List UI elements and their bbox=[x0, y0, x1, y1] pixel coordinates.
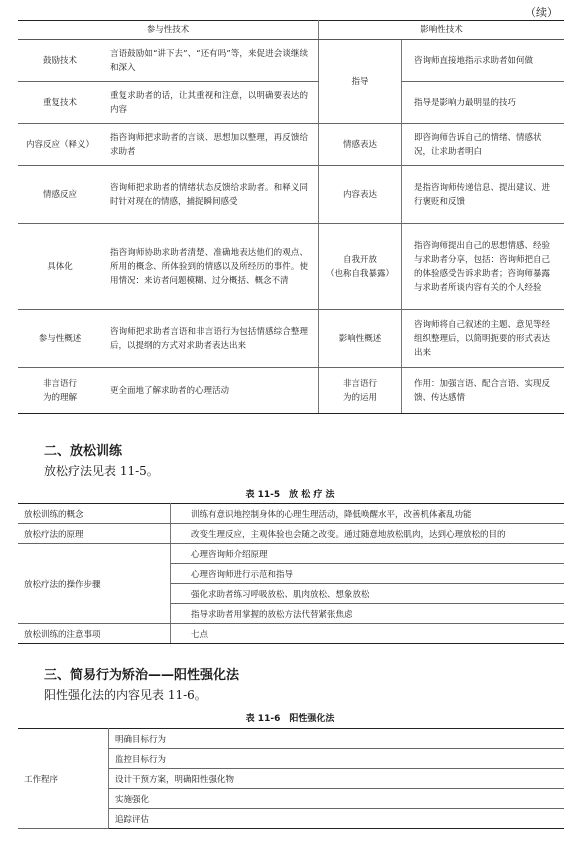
relax-concept-value: 训练有意识地控制身体的心理生理活动，降低唤醒水平，改善机体紊乱功能 bbox=[171, 504, 565, 524]
counseling-techniques-table bbox=[18, 20, 564, 414]
relax-step-3: 强化求助者练习呼吸放松、肌肉放松、想象放松 bbox=[171, 584, 565, 604]
row-participative-summary-name: 参与性概述 bbox=[18, 310, 102, 368]
row-self-disclosure-name bbox=[319, 224, 402, 310]
row-content-expression-desc: 是指咨询师传递信息、提出建议、进行褒贬和反馈 bbox=[402, 166, 565, 224]
procedure-key: 工作程序 bbox=[18, 729, 109, 829]
procedure-step-5: 追踪评估 bbox=[109, 809, 565, 829]
row-reflection-name: 情感反应 bbox=[18, 166, 102, 224]
row-nonverbal-understand-name bbox=[18, 368, 102, 414]
procedure-step-2: 监控目标行为 bbox=[109, 749, 565, 769]
procedure-step-1: 明确目标行为 bbox=[109, 729, 565, 749]
row-feeling-expression-name: 情感表达 bbox=[319, 124, 402, 166]
row-reflection-desc: 咨询师把求助者的情绪状态反馈给求助者。和释义同时针对现在的情感，捕捉瞬间感受 bbox=[102, 166, 319, 224]
continued-label: （续） bbox=[525, 6, 558, 19]
row-influential-summary-name: 影响性概述 bbox=[319, 310, 402, 368]
relax-principle-value: 改变生理反应，主观体验也会随之改变。通过随意地放松肌肉，达到心理放松的目的 bbox=[171, 524, 565, 544]
relax-principle-key: 放松疗法的原理 bbox=[18, 524, 171, 544]
relaxation-table bbox=[18, 503, 564, 644]
row-guidance-desc-2: 指导是影响力最明显的技巧 bbox=[402, 82, 565, 124]
relax-notes-value: 七点 bbox=[171, 624, 565, 644]
section-2-heading: 二、放松训练 bbox=[44, 444, 123, 459]
section-3-heading: 三、简易行为矫治——阳性强化法 bbox=[44, 668, 240, 683]
table-11-6-caption: 表 11-6 阳性强化法 bbox=[245, 714, 335, 724]
self-disclosure-line-2: （也称自我暴露） bbox=[325, 268, 394, 279]
row-paraphrase-desc: 指咨询师把求助者的言谈、思想加以整理，再反馈给求助者 bbox=[102, 124, 319, 166]
relax-step-4: 指导求助者用掌握的放松方法代替紧张焦虑 bbox=[171, 604, 565, 624]
row-concretize-desc: 指咨询师协助求助者清楚、准确地表达他们的观点、所用的概念、所体验到的情感以及所经历的事件。使用情况：来访者问题模糊、过分概括、概念不清 bbox=[102, 224, 319, 310]
row-paraphrase-name: 内容反应（释义） bbox=[18, 124, 102, 166]
row-concretize-name: 具体化 bbox=[18, 224, 102, 310]
section-2-intro: 放松疗法见表 11-5。 bbox=[44, 464, 159, 478]
table-11-5-caption: 表 11-5 放 松 疗 法 bbox=[245, 490, 335, 500]
row-feeling-expression-desc: 即咨询师告诉自己的情绪、情感状况，让求助者明白 bbox=[402, 124, 565, 166]
row-nonverbal-understand-desc: 更全面地了解求助者的心理活动 bbox=[102, 368, 319, 414]
procedure-step-4: 实施强化 bbox=[109, 789, 565, 809]
relax-step-1: 心理咨询师介绍原理 bbox=[171, 544, 565, 564]
row-encourage-name: 鼓励技术 bbox=[18, 40, 102, 82]
nonverbal-use-line-2: 为的运用 bbox=[342, 392, 377, 403]
nonverbal-understand-line-2: 为的理解 bbox=[42, 392, 77, 403]
procedure-step-3: 设计干预方案，明确阳性强化物 bbox=[109, 769, 565, 789]
positive-reinforcement-table bbox=[18, 728, 564, 829]
self-disclosure-line-1: 自我开放 bbox=[342, 254, 377, 265]
header-participative: 参与性技术 bbox=[18, 21, 319, 40]
header-influential: 影响性技术 bbox=[319, 21, 565, 40]
row-repeat-name: 重复技术 bbox=[18, 82, 102, 124]
nonverbal-understand-line-1: 非言语行 bbox=[42, 378, 77, 389]
row-nonverbal-use-desc: 作用：加强言语、配合言语、实现反馈、传达感情 bbox=[402, 368, 565, 414]
row-encourage-desc: 言语鼓励如“讲下去”、“还有吗”等，来促进会谈继续和深入 bbox=[102, 40, 319, 82]
merged-guidance-name: 指导 bbox=[319, 40, 402, 124]
nonverbal-use-line-1: 非言语行 bbox=[342, 378, 377, 389]
section-3-intro: 阳性强化法的内容见表 11-6。 bbox=[44, 688, 207, 702]
relax-step-2: 心理咨询师进行示范和指导 bbox=[171, 564, 565, 584]
row-guidance-desc-1: 咨询师直接地指示求助者如何做 bbox=[402, 40, 565, 82]
row-repeat-desc: 重复求助者的话，让其重视和注意，以明确要表达的内容 bbox=[102, 82, 319, 124]
relax-steps-key: 放松疗法的操作步骤 bbox=[18, 544, 171, 624]
row-participative-summary-desc: 咨询师把求助者言语和非言语行为包括情感综合整理后，以提纲的方式对求助者表达出来 bbox=[102, 310, 319, 368]
row-content-expression-name: 内容表达 bbox=[319, 166, 402, 224]
row-influential-summary-desc: 咨询师将自己叙述的主题、意见等经组织整理后，以简明扼要的形式表达出来 bbox=[402, 310, 565, 368]
relax-notes-key: 放松训练的注意事项 bbox=[18, 624, 171, 644]
row-self-disclosure-desc: 指咨询师提出自己的思想情感、经验与求助者分享，包括：咨询师把自己的体验感受告诉求助者；咨询师暴露与求助者所谈内容有关的个人经验 bbox=[402, 224, 565, 310]
row-nonverbal-use-name bbox=[319, 368, 402, 414]
relax-concept-key: 放松训练的概念 bbox=[18, 504, 171, 524]
